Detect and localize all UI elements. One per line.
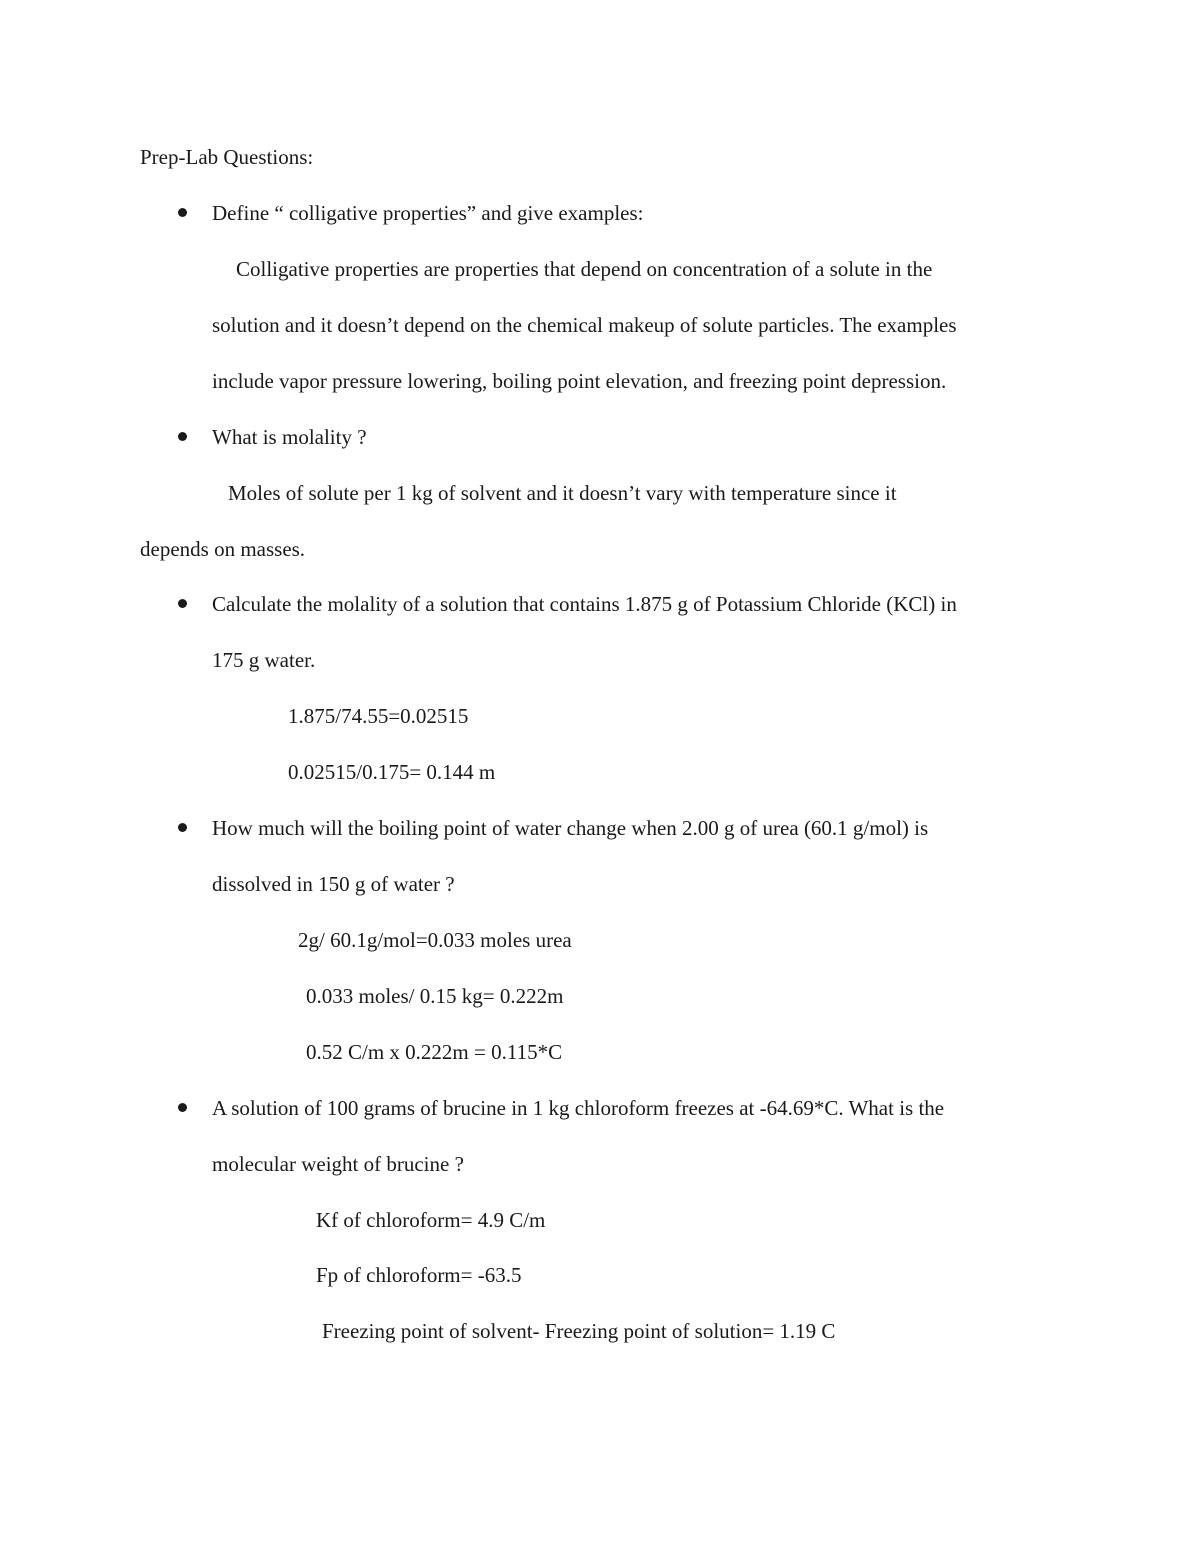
answer-1-line-1: Colligative properties are properties that depend on concentration of a solute in the	[236, 257, 933, 281]
question-3-line-2: 175 g water.	[212, 648, 316, 672]
work-4-line-3: 0.52 C/m x 0.222m = 0.115*C	[306, 1040, 563, 1064]
bullet-icon	[178, 208, 187, 217]
work-3-line-2: 0.02515/0.175= 0.144 m	[288, 760, 496, 784]
bullet-icon	[178, 599, 187, 608]
question-1: Define “ colligative properties” and give examples:	[212, 201, 644, 225]
answer-2-line-2: depends on masses.	[140, 537, 306, 561]
answer-2-line-1: Moles of solute per 1 kg of solvent and it doesn’t vary with temperature since it	[228, 481, 897, 505]
bullet-icon	[178, 1103, 187, 1112]
question-5-line-2: molecular weight of brucine ?	[212, 1152, 464, 1176]
answer-1-line-2: solution and it doesn’t depend on the chemical makeup of solute particles. The examples	[212, 313, 957, 337]
work-4-line-2: 0.033 moles/ 0.15 kg= 0.222m	[306, 984, 564, 1008]
work-5-line-3: Freezing point of solvent- Freezing point of solution= 1.19 C	[322, 1319, 836, 1343]
answer-1-line-3: include vapor pressure lowering, boiling point elevation, and freezing point depression.	[212, 369, 947, 393]
work-4-line-1: 2g/ 60.1g/mol=0.033 moles urea	[298, 928, 572, 952]
question-4-line-2: dissolved in 150 g of water ?	[212, 872, 455, 896]
bullet-icon	[178, 432, 187, 441]
work-5-line-1: Kf of chloroform= 4.9 C/m	[316, 1208, 546, 1232]
bullet-icon	[178, 823, 187, 832]
question-3-line-1: Calculate the molality of a solution that contains 1.875 g of Potassium Chloride (KCl) in	[212, 592, 957, 616]
work-3-line-1: 1.875/74.55=0.02515	[288, 704, 469, 728]
question-4-line-1: How much will the boiling point of water change when 2.00 g of urea (60.1 g/mol) is	[212, 816, 929, 840]
question-5-line-1: A solution of 100 grams of brucine in 1 kg chloroform freezes at -64.69*C. What is the	[212, 1096, 945, 1120]
work-5-line-2: Fp of chloroform= -63.5	[316, 1263, 522, 1287]
page-heading: Prep-Lab Questions:	[140, 145, 314, 169]
question-2: What is molality ?	[212, 425, 367, 449]
